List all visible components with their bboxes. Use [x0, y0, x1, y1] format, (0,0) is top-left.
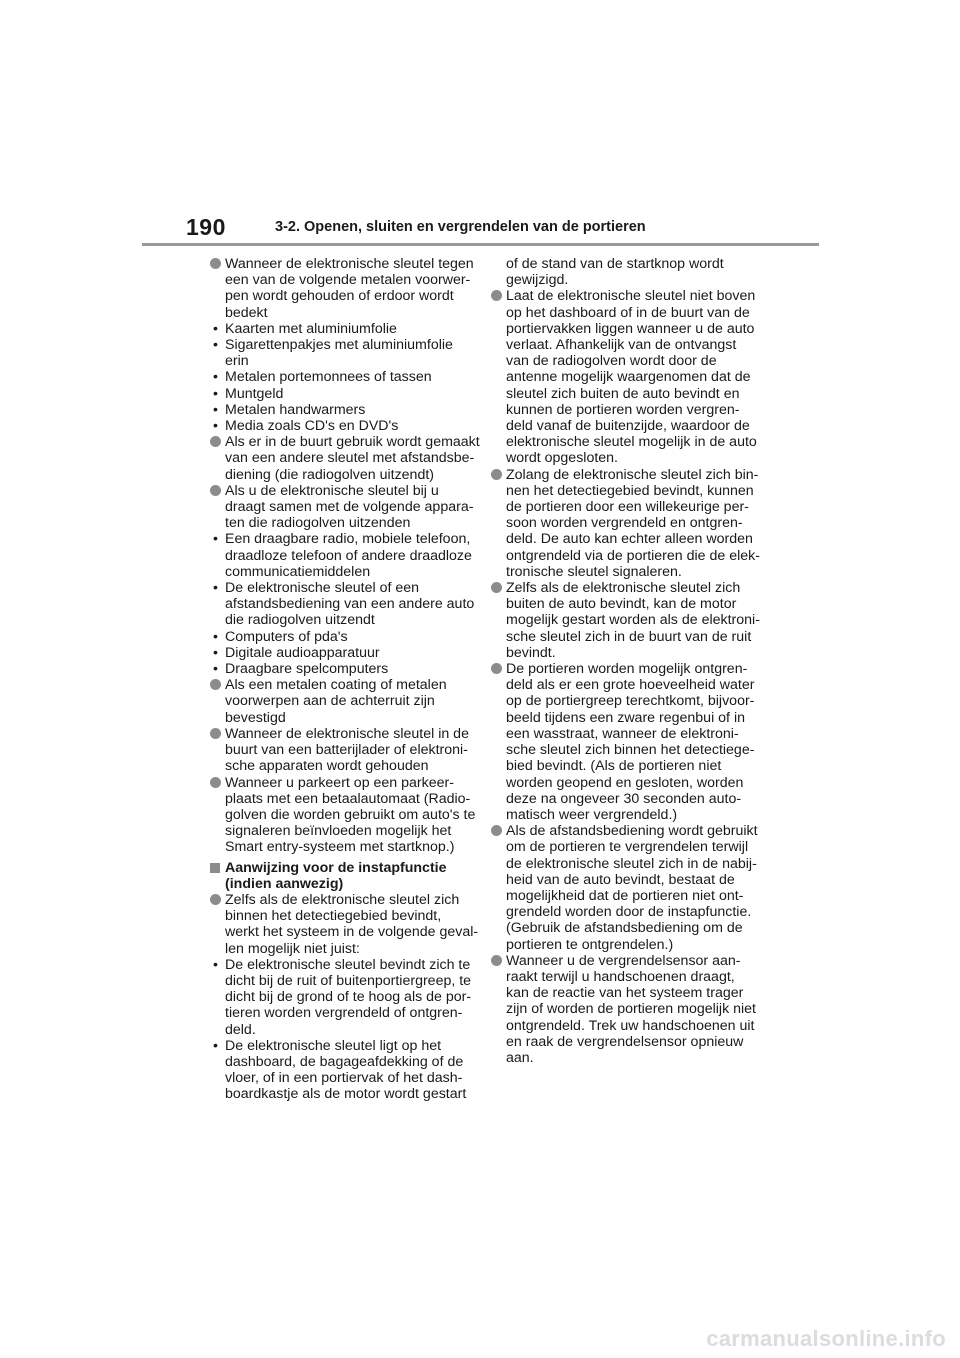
bullet-circle-icon — [491, 290, 502, 301]
text-line: Media zoals CD's en DVD's — [225, 418, 399, 435]
list-dot-icon: • — [213, 385, 218, 402]
text-line: heid van de auto bevindt, bestaat de — [506, 871, 735, 888]
text-line: en raak de vergrendelsensor opnieuw — [506, 1033, 744, 1050]
bullet-circle-icon — [210, 436, 221, 447]
text-line: dicht bij de ruit of buitenportiergreep, te — [225, 972, 472, 989]
text-line: len mogelijk niet juist: — [225, 940, 360, 957]
text-line: Als u de elektronische sleutel bij u — [225, 482, 439, 499]
page-number: 190 — [186, 214, 226, 240]
text-line: deld. De auto kan echter alleen worden — [506, 531, 753, 548]
text-line: Als er in de buurt gebruik wordt gemaakt — [225, 434, 480, 451]
bullet-circle-icon — [210, 728, 221, 739]
text-line: bevestigd — [225, 709, 286, 726]
text-line: golven die worden gebruikt om auto's te — [225, 806, 476, 823]
text-line: op het dashboard of in de buurt van de — [506, 304, 750, 321]
text-line: beeld tijdens een zware regenbui of in — [506, 709, 745, 726]
list-dot-icon: • — [213, 1037, 218, 1054]
text-line: communicatiemiddelen — [225, 563, 371, 580]
text-line: op de portiergreep terechtkomt, bijvoor- — [506, 693, 755, 710]
text-line: Zelfs als de elektronische sleutel zich — [506, 580, 741, 597]
text-line: Digitale audioapparatuur — [225, 644, 380, 661]
right-column-bullet — [491, 953, 759, 1066]
left-column-item — [210, 957, 478, 1038]
list-dot-icon: • — [213, 531, 218, 548]
right-column-bullet — [491, 288, 759, 466]
text-line: zijn of worden de portieren mogelijk niet — [506, 1001, 756, 1018]
text-line: aan. — [506, 1049, 534, 1066]
bullet-circle-icon — [491, 469, 502, 480]
text-line: buurt van een batterijlader of elektroni- — [225, 742, 468, 759]
text-line: ontgrendeld via de portieren die de elek- — [506, 547, 760, 564]
right-column-bullet — [491, 467, 759, 580]
left-column-bullet — [210, 256, 478, 321]
text-line: ten die radiogolven uitzenden — [225, 515, 411, 532]
left-text-column — [210, 256, 478, 1103]
left-column-heading — [210, 860, 478, 892]
right-column-bullet — [491, 580, 759, 661]
text-line: Zelfs als de elektronische sleutel zich — [225, 891, 460, 908]
text-line: van een andere sleutel met afstandsbe- — [225, 450, 475, 467]
text-line: deze na ongeveer 30 seconden auto- — [506, 790, 742, 807]
text-line: deld als er een grote hoeveelheid water — [506, 677, 755, 694]
text-line: bedekt — [225, 304, 268, 321]
left-column-bullet — [210, 677, 478, 726]
left-column-item — [210, 402, 478, 418]
text-line: Sigarettenpakjes met aluminiumfolie — [225, 337, 453, 354]
text-line: voorwerpen aan de achterruit zijn — [225, 693, 435, 710]
left-column-bullet — [210, 775, 478, 856]
text-line: kunnen de portieren worden vergren- — [506, 401, 740, 418]
text-line: dicht bij de grond of te hoog als de por- — [225, 989, 472, 1006]
text-line: Zolang de elektronische sleutel zich bin- — [506, 466, 759, 483]
text-line: sche apparaten wordt gehouden — [225, 758, 429, 775]
bullet-circle-icon — [210, 679, 221, 690]
text-line: Muntgeld — [225, 385, 284, 402]
text-line: deld. — [225, 1021, 256, 1038]
text-line: verlaat. Afhankelijk van de ontvangst — [506, 337, 737, 354]
text-line: Computers of pda's — [225, 628, 348, 645]
left-column-item — [210, 321, 478, 337]
text-line: bevindt. — [506, 644, 556, 661]
text-line: die radiogolven uitzendt — [225, 612, 375, 629]
right-column-cont — [491, 256, 759, 288]
text-line: van de radiogolven wordt door de — [506, 353, 717, 370]
left-column-item — [210, 531, 478, 580]
text-line: Wanneer de elektronische sleutel in de — [225, 725, 469, 742]
text-line: Wanneer u de vergrendelsensor aan- — [506, 952, 741, 969]
text-line: (indien aanwezig) — [225, 875, 344, 892]
text-line: De portieren worden mogelijk ontgren- — [506, 661, 748, 678]
left-column-bullet — [210, 434, 478, 483]
text-line: kan de reactie van het systeem trager — [506, 985, 744, 1002]
text-line: vloer, of in een portiervak of het dash- — [225, 1070, 463, 1087]
list-dot-icon: • — [213, 661, 218, 678]
text-line: Metalen portemonnees of tassen — [225, 369, 432, 386]
text-line: dashboard, de bagageafdekking of de — [225, 1053, 464, 1070]
text-line: mogelijk gestart worden als de elektroni- — [506, 612, 760, 629]
text-line: erin — [225, 353, 249, 370]
page-header-title: 3-2. Openen, sluiten en vergrendelen van de portieren — [275, 219, 646, 235]
text-line: raakt terwijl u handschoenen draagt, — [506, 968, 735, 985]
text-line: portiervakken liggen wanneer u de auto — [506, 320, 755, 337]
list-dot-icon: • — [213, 644, 218, 661]
text-line: sleutel zich buiten de auto bevindt en — [506, 385, 740, 402]
left-column-item — [210, 386, 478, 402]
heading-square-icon — [210, 863, 220, 873]
text-line: pen wordt gehouden of erdoor wordt — [225, 288, 454, 305]
list-dot-icon: • — [213, 580, 218, 597]
text-line: sche sleutel zich in de buurt van de ruit — [506, 628, 752, 645]
text-line: boardkastje als de motor wordt gestart — [225, 1086, 467, 1103]
list-dot-icon: • — [213, 956, 218, 973]
text-line: elektronische sleutel mogelijk in de auto — [506, 434, 757, 451]
text-line: Als de afstandsbediening wordt gebruikt — [506, 823, 758, 840]
left-column-item — [210, 629, 478, 645]
left-column-bullet — [210, 483, 478, 532]
text-line: sche sleutel zich binnen het detectiege- — [506, 742, 755, 759]
bullet-circle-icon — [210, 777, 221, 788]
bullet-circle-icon — [491, 663, 502, 674]
bullet-circle-icon — [491, 582, 502, 593]
text-line: De elektronische sleutel ligt op het — [225, 1037, 442, 1054]
right-column-bullet — [491, 823, 759, 953]
right-text-column — [491, 256, 759, 1066]
text-line: grendeld worden door de instapfunctie. — [506, 904, 752, 921]
text-line: antenne mogelijk waargenomen dat de — [506, 369, 751, 386]
text-line: een van de volgende metalen voorwer- — [225, 272, 471, 289]
text-line: draagt samen met de volgende appara- — [225, 499, 474, 516]
text-line: Wanneer de elektronische sleutel tegen — [225, 256, 474, 272]
text-line: een wasstraat, wanneer de elektroni- — [506, 725, 739, 742]
list-dot-icon: • — [213, 418, 218, 435]
left-column-item — [210, 661, 478, 677]
text-line: matisch weer vergrendeld.) — [506, 806, 678, 823]
left-column-item — [210, 645, 478, 661]
bullet-circle-icon — [210, 258, 221, 269]
text-line: (Gebruik de afstandsbediening om de — [506, 920, 743, 937]
text-line: of de stand van de startknop wordt — [506, 256, 724, 272]
bullet-circle-icon — [210, 894, 221, 905]
list-dot-icon: • — [213, 401, 218, 418]
bullet-circle-icon — [491, 955, 502, 966]
text-line: draadloze telefoon of andere draadloze — [225, 547, 472, 564]
text-line: buiten de auto bevindt, kan de motor — [506, 596, 737, 613]
bullet-circle-icon — [210, 485, 221, 496]
text-line: deld vanaf de buitenzijde, waardoor de — [506, 418, 750, 435]
text-line: Laat de elektronische sleutel niet boven — [506, 288, 756, 305]
text-line: tronische sleutel signaleren. — [506, 563, 682, 580]
bullet-circle-icon — [491, 825, 502, 836]
text-line: afstandsbediening van een andere auto — [225, 596, 475, 613]
text-line: Metalen handwarmers — [225, 401, 366, 418]
text-line: nen het detectiegebied bevindt, kunnen — [506, 482, 754, 499]
text-line: plaats met een betaalautomaat (Radio- — [225, 790, 471, 807]
text-line: werkt het systeem in de volgende geval- — [225, 924, 479, 941]
left-column-item — [210, 369, 478, 385]
left-column-item — [210, 580, 478, 629]
text-line: soon worden vergrendeld en ontgren- — [506, 515, 743, 532]
left-column-bullet — [210, 726, 478, 775]
text-line: signaleren beïnvloeden mogelijk het — [225, 823, 452, 840]
text-line: De elektronische sleutel of een — [225, 580, 420, 597]
left-column-item — [210, 418, 478, 434]
list-dot-icon: • — [213, 320, 218, 337]
watermark: carmanualsonline.info — [706, 1326, 946, 1351]
text-line: Smart entry-systeem met startknop.) — [225, 839, 455, 856]
text-line: De elektronische sleutel bevindt zich te — [225, 956, 471, 973]
list-dot-icon: • — [213, 628, 218, 645]
text-line: gewijzigd. — [506, 272, 569, 289]
header-divider — [142, 243, 819, 246]
text-line: Draagbare spelcomputers — [225, 661, 389, 678]
text-line: Wanneer u parkeert op een parkeer- — [225, 774, 454, 791]
text-line: diening (die radiogolven uitzendt) — [225, 466, 435, 483]
list-dot-icon: • — [213, 369, 218, 386]
text-line: de elektronische sleutel zich in de nabij- — [506, 855, 757, 872]
left-column-bullet — [210, 892, 478, 957]
text-line: wordt opgesloten. — [506, 450, 618, 467]
text-line: worden geopend en gesloten, worden — [506, 774, 744, 791]
text-line: Als een metalen coating of metalen — [225, 677, 447, 694]
list-dot-icon: • — [213, 337, 218, 354]
text-line: mogelijkheid dat de portieren niet ont- — [506, 887, 744, 904]
text-line: portieren te ontgrendelen.) — [506, 936, 674, 953]
text-line: binnen het detectiegebied bevindt, — [225, 908, 442, 925]
left-column-item — [210, 337, 478, 369]
text-line: Een draagbare radio, mobiele telefoon, — [225, 531, 471, 548]
text-line: ontgrendeld. Trek uw handschoenen uit — [506, 1017, 755, 1034]
left-column-item — [210, 1038, 478, 1103]
text-line: Kaarten met aluminiumfolie — [225, 320, 397, 337]
right-column-bullet — [491, 661, 759, 823]
text-line: de portieren door een willekeurige per- — [506, 499, 749, 516]
text-line: tieren worden vergrendeld of ontgren- — [225, 1005, 463, 1022]
text-line: bied bevindt. (Als de portieren niet — [506, 758, 722, 775]
text-line: om de portieren te vergrendelen terwijl — [506, 839, 749, 856]
text-line: Aanwijzing voor de instapfunctie — [225, 859, 447, 876]
